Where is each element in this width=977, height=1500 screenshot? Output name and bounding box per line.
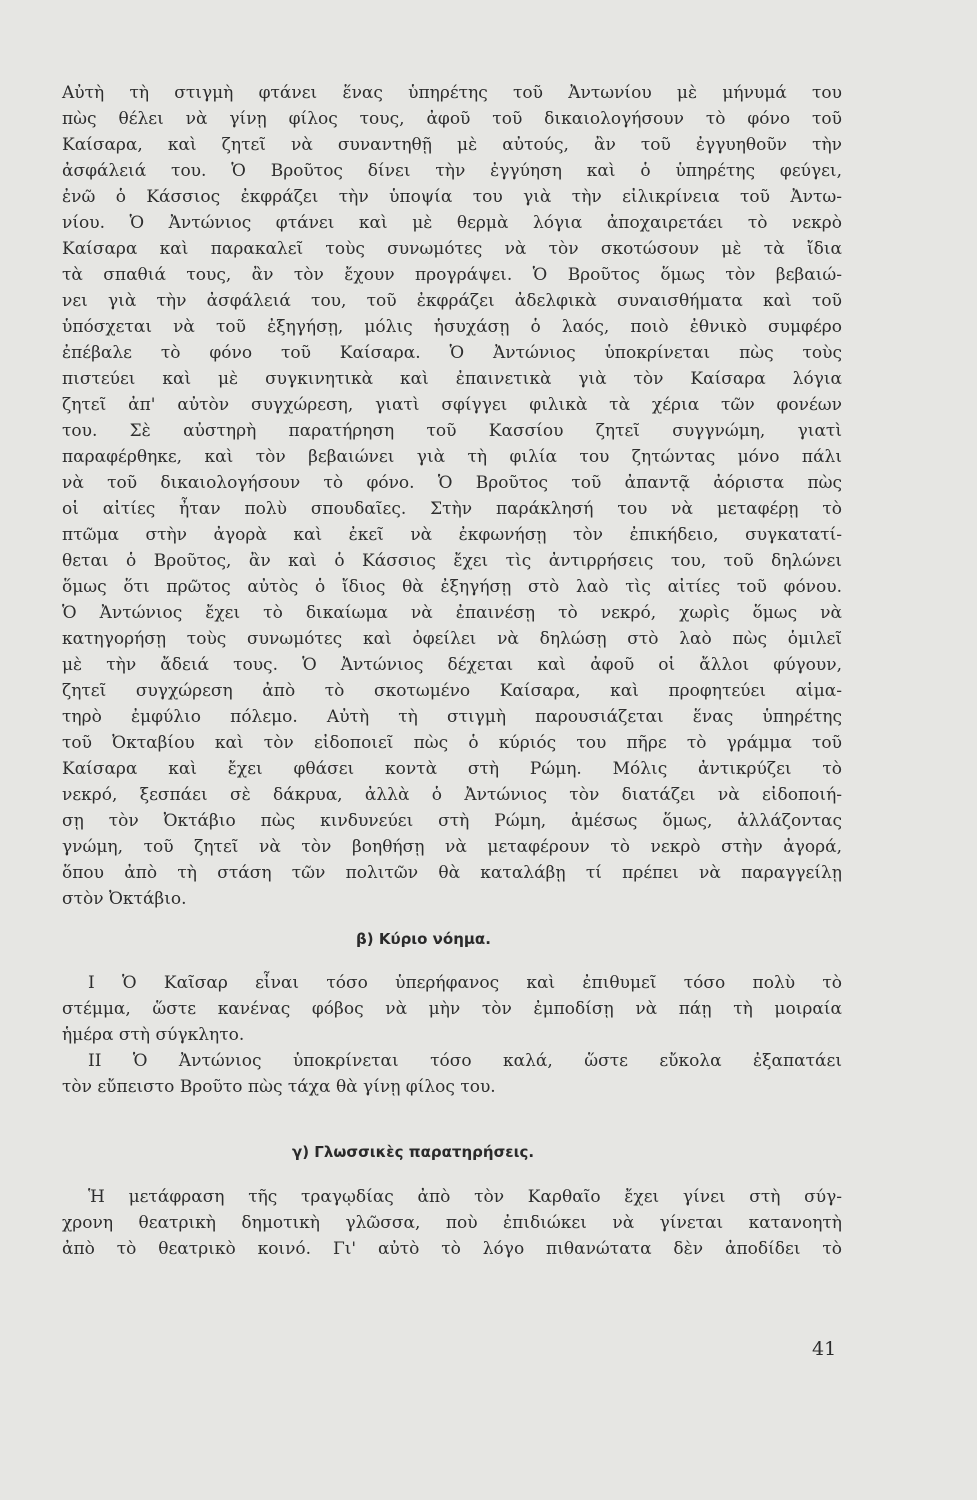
text-line: σῃ τὸν Ὀκτάβιο πὼς κινδυνεύει στὴ Ρώμη, ἀμέσως ὅμως, ἀλλάζοντας bbox=[62, 811, 842, 831]
text-line: Αὐτὴ τὴ στιγμὴ φτάνει ἕνας ὑπηρέτης τοῦ Ἀντωνίου μὲ μήνυμά του bbox=[62, 83, 842, 103]
text-line: ἡμέρα στὴ σύγκλητο. bbox=[62, 1025, 245, 1045]
text-line: γνώμη, τοῦ ζητεῖ νὰ τὸν βοηθήσῃ νὰ μεταφέρουν τὸ νεκρὸ στὴν ἀγορά, bbox=[62, 837, 842, 857]
text-line: ζητεῖ ἀπ' αὐτὸν συγχώρεση, γιατὶ σφίγγει φιλικὰ τὰ χέρια τῶν φονέων bbox=[62, 395, 842, 415]
text-line: ὅπου ἀπὸ τὴ στάση τῶν πολιτῶν θὰ καταλάβῃ τί πρέπει νὰ παραγγείλῃ bbox=[62, 863, 842, 883]
text-line: ὅμως ὅτι πρῶτος αὐτὸς ὁ ἴδιος θὰ ἐξηγήσῃ στὸ λαὸ τὶς αἰτίες τοῦ φόνου. bbox=[62, 577, 842, 597]
text-line: τηρὸ ἐμφύλιο πόλεμο. Αὐτὴ τὴ στιγμὴ παρουσιάζεται ἕνας ὑπηρέτης bbox=[62, 707, 842, 727]
text-line: τὰ σπαθιά τους, ἂν τὸν ἔχουν προγράψει. Ὁ Βροῦτος ὅμως τὸν βεβαιώ- bbox=[62, 265, 842, 285]
text-line: του. Σὲ αὐστηρὴ παρατήρηση τοῦ Κασσίου ζητεῖ συγγνώμη, γιατὶ bbox=[62, 421, 842, 441]
text-line: νεκρό, ξεσπάει σὲ δάκρυα, ἀλλὰ ὁ Ἀντώνιος τὸν διατάζει νὰ εἰδοποιή- bbox=[62, 785, 842, 805]
text-line: νὰ τοῦ δικαιολογήσουν τὸ φόνο. Ὁ Βροῦτος τοῦ ἀπαντᾷ ἀόριστα πὼς bbox=[62, 473, 842, 493]
text-line: χρονη θεατρικὴ δημοτικὴ γλῶσσα, ποὺ ἐπιδιώκει νὰ γίνεται κατανοητὴ bbox=[62, 1213, 842, 1233]
text-line: τὸν εὔπειστο Βροῦτο πὼς τάχα θὰ γίνῃ φίλος του. bbox=[62, 1077, 496, 1097]
text-line: οἱ αἰτίες ἦταν πολὺ σπουδαῖες. Στὴν παράκλησή του νὰ μεταφέρῃ τὸ bbox=[62, 499, 842, 519]
text-line: στέμμα, ὥστε κανένας φόβος νὰ μὴν τὸν ἐμποδίσῃ νὰ πάῃ τὴ μοιραία bbox=[62, 999, 842, 1019]
text-line: στὸν Ὀκτάβιο. bbox=[62, 889, 187, 909]
text-line: ἐνῶ ὁ Κάσσιος ἐκφράζει τὴν ὑποψία του γιὰ τὴν εἰλικρίνεια τοῦ Ἀντω- bbox=[62, 187, 842, 207]
text-line: νει γιὰ τὴν ἀσφάλειά του, τοῦ ἐκφράζει ἀδελφικὰ συναισθήματα καὶ τοῦ bbox=[62, 291, 842, 311]
text-line: θεται ὁ Βροῦτος, ἂν καὶ ὁ Κάσσιος ἔχει τὶς ἀντιρρήσεις του, τοῦ δηλώνει bbox=[62, 551, 842, 571]
section-heading-main-idea: β) Κύριο νόημα. bbox=[356, 930, 491, 948]
text-line: πιστεύει καὶ μὲ συγκινητικὰ καὶ ἐπαινετικὰ γιὰ τὸν Καίσαρα λόγια bbox=[62, 369, 842, 389]
text-line: Ὁ Ἀντώνιος ἔχει τὸ δικαίωμα νὰ ἐπαινέσῃ τὸ νεκρό, χωρὶς ὅμως νὰ bbox=[62, 603, 842, 623]
text-line: πτῶμα στὴν ἀγορὰ καὶ ἐκεῖ νὰ ἐκφωνήσῃ τὸν ἐπικήδειο, συγκατατί- bbox=[62, 525, 842, 545]
text-line: κατηγορήσῃ τοὺς συνωμότες καὶ ὀφείλει νὰ δηλώσῃ στὸ λαὸ πὼς ὁμιλεῖ bbox=[62, 629, 842, 649]
text-line: Καίσαρα καὶ ἔχει φθάσει κοντὰ στὴ Ρώμη. Μόλις ἀντικρύζει τὸ bbox=[62, 759, 842, 779]
page-number: 41 bbox=[812, 1338, 837, 1360]
text-line: μὲ τὴν ἄδειά τους. Ὁ Ἀντώνιος δέχεται καὶ ἀφοῦ οἱ ἄλλοι φύγουν, bbox=[62, 655, 842, 675]
text-line: Καίσαρα καὶ παρακαλεῖ τοὺς συνωμότες νὰ τὸν σκοτώσουν μὲ τὰ ἴδια bbox=[62, 239, 842, 259]
section-heading-linguistic-notes: γ) Γλωσσικὲς παρατηρήσεις. bbox=[292, 1143, 535, 1161]
text-line: νίου. Ὁ Ἀντώνιος φτάνει καὶ μὲ θερμὰ λόγια ἀποχαιρετάει τὸ νεκρὸ bbox=[62, 213, 842, 233]
text-line: ἐπέβαλε τὸ φόνο τοῦ Καίσαρα. Ὁ Ἀντώνιος ὑποκρίνεται πὼς τοὺς bbox=[62, 343, 842, 363]
text-line: ὑπόσχεται νὰ τοῦ ἐξηγήσῃ, μόλις ἡσυχάσῃ ὁ λαός, ποιὸ ἐθνικὸ συμφέρο bbox=[62, 317, 842, 337]
text-line: Ι Ὁ Καῖσαρ εἶναι τόσο ὑπερήφανος καὶ ἐπιθυμεῖ τόσο πολὺ τὸ bbox=[88, 973, 842, 993]
text-line: Καίσαρα, καὶ ζητεῖ νὰ συναντηθῇ μὲ αὐτούς, ἂν τοῦ ἐγγυηθοῦν τὴν bbox=[62, 135, 842, 155]
text-line: ζητεῖ συγχώρεση ἀπὸ τὸ σκοτωμένο Καίσαρα, καὶ προφητεύει αἱμα- bbox=[62, 681, 842, 701]
text-line: τοῦ Ὀκταβίου καὶ τὸν εἰδοποιεῖ πὼς ὁ κύριός του πῆρε τὸ γράμμα τοῦ bbox=[62, 733, 842, 753]
text-line: Ἡ μετάφραση τῆς τραγῳδίας ἀπὸ τὸν Καρθαῖο ἔχει γίνει στὴ σύγ- bbox=[88, 1187, 842, 1207]
text-line: ΙΙ Ὁ Ἀντώνιος ὑποκρίνεται τόσο καλά, ὥστε εὔκολα ἐξαπατάει bbox=[88, 1051, 842, 1071]
text-line: πὼς θέλει νὰ γίνῃ φίλος τους, ἀφοῦ τοῦ δικαιολογήσουν τὸ φόνο τοῦ bbox=[62, 109, 842, 129]
text-line: ἀπὸ τὸ θεατρικὸ κοινό. Γι' αὐτὸ τὸ λόγο πιθανώτατα δὲν ἀποδίδει τὸ bbox=[62, 1239, 842, 1259]
text-line: ἀσφάλειά του. Ὁ Βροῦτος δίνει τὴν ἐγγύηση καὶ ὁ ὑπηρέτης φεύγει, bbox=[62, 161, 842, 181]
text-line: παραφέρθηκε, καὶ τὸν βεβαιώνει γιὰ τὴ φιλία του ζητώντας μόνο πάλι bbox=[62, 447, 842, 467]
